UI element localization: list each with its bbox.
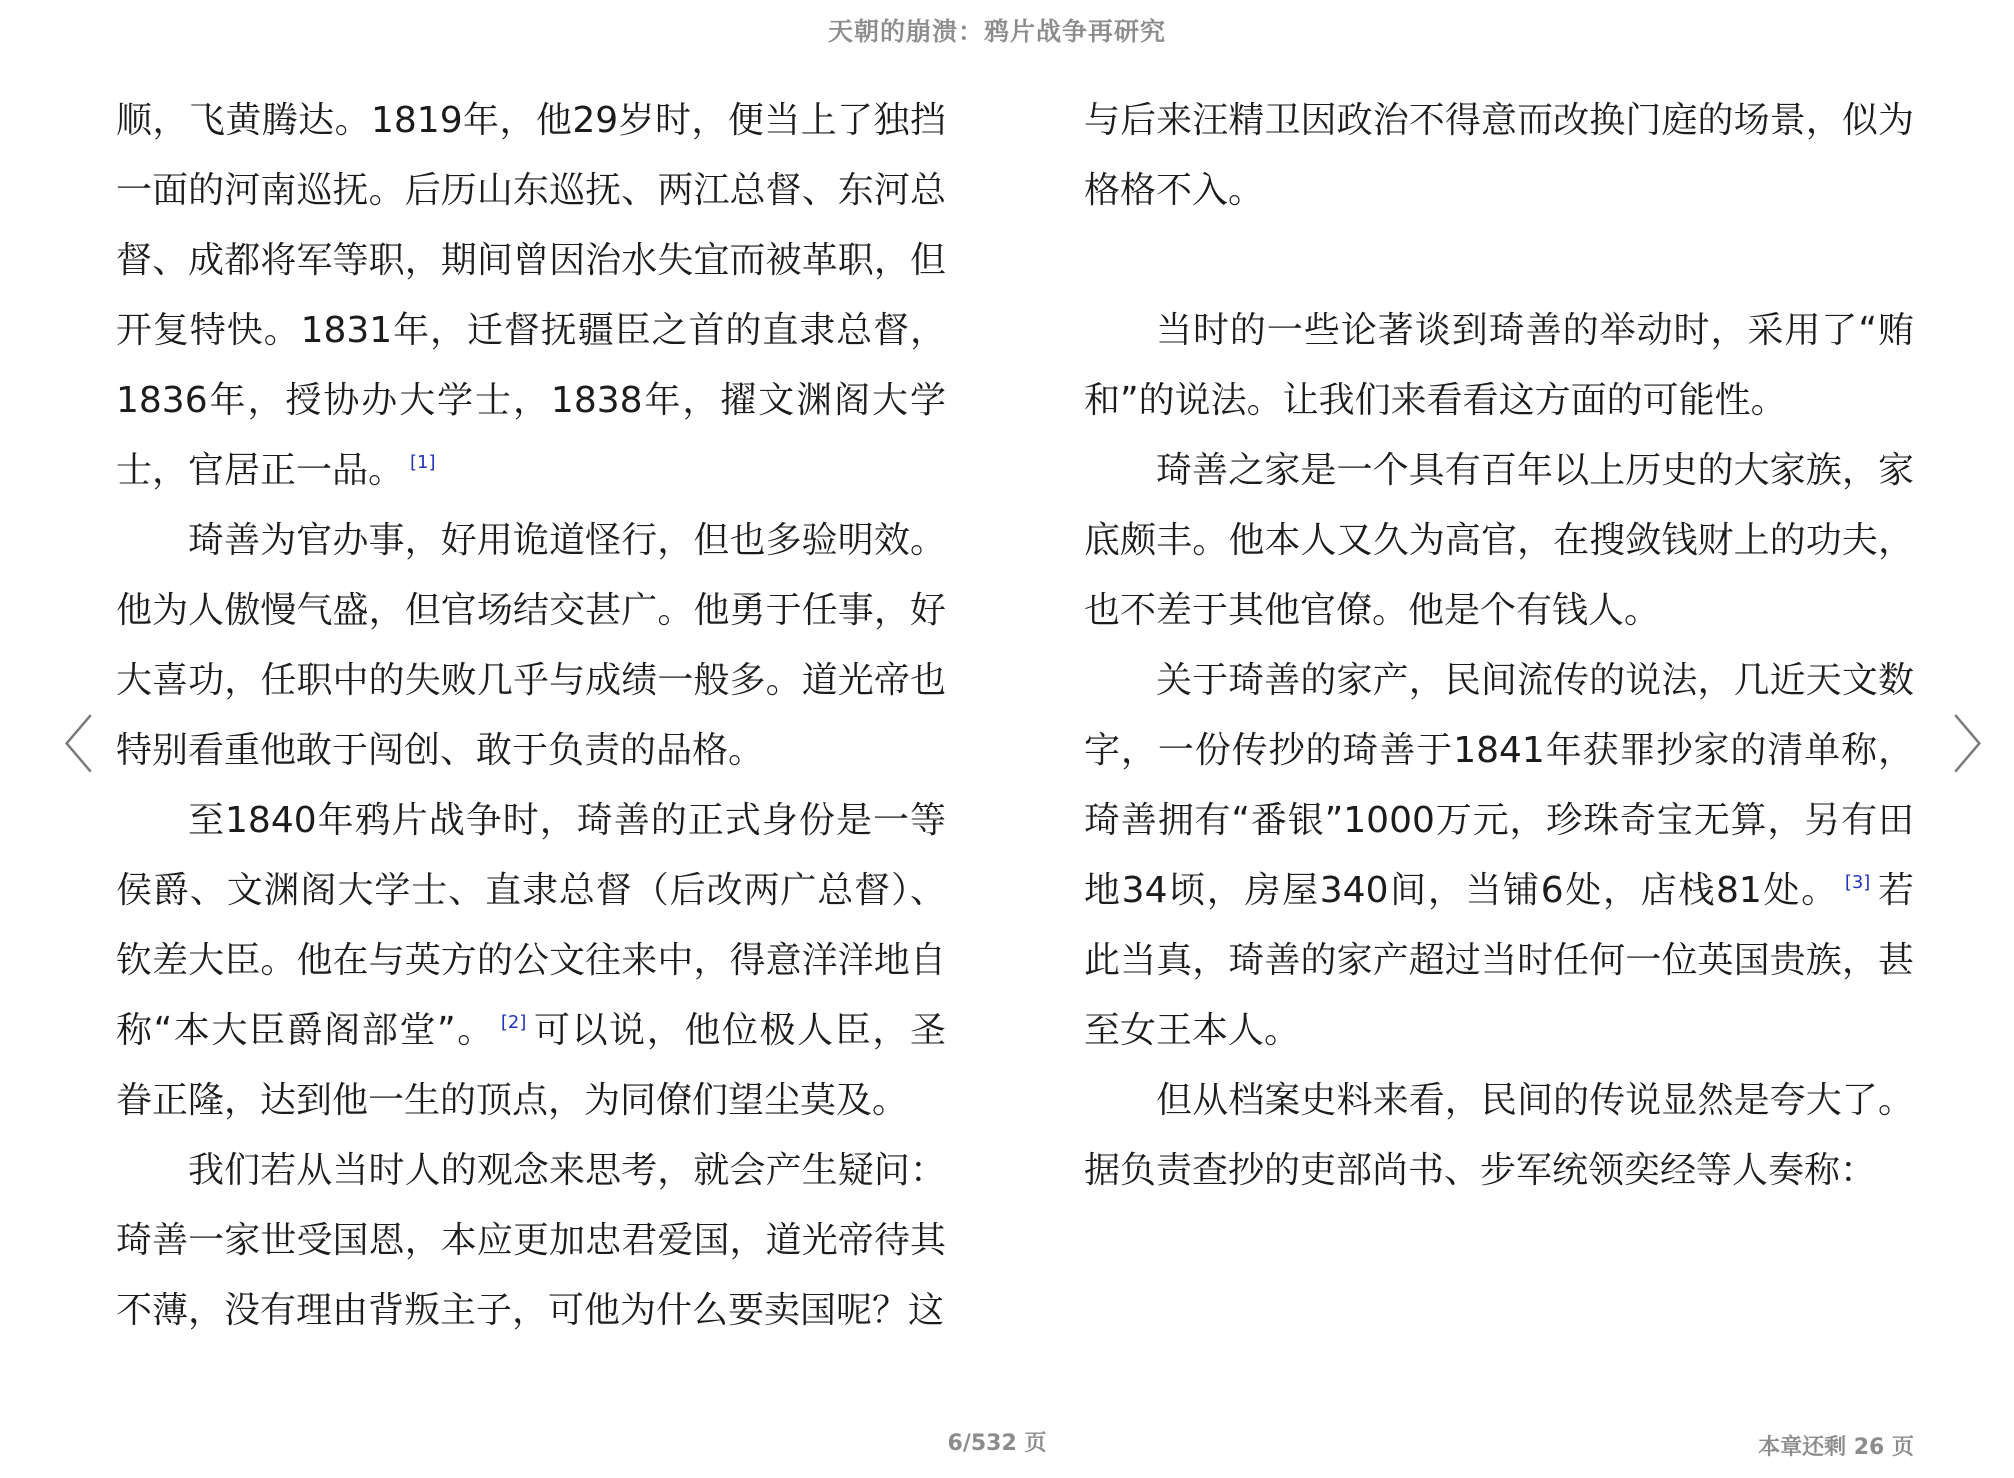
- footnote-link[interactable]: [1]: [410, 452, 436, 473]
- footnote-link[interactable]: [3]: [1844, 872, 1871, 893]
- paragraph-text: 若此当真，琦善的家产超过当时任何一位英国贵族，甚至女王本人。: [1084, 870, 1914, 1051]
- previous-page-icon[interactable]: 〈: [32, 709, 95, 782]
- paragraph: [116, 86, 946, 506]
- paragraph: 但从档案史料来看，民间的传说显然是夸大了。据负责查抄的吏部尚书、步军统领奕经等人奏称：: [1084, 1080, 1914, 1191]
- page-indicator: 6/532 页: [947, 1431, 1047, 1456]
- paragraph-text: 顺，飞黄腾达。1819年，他29岁时，便当上了独挡一面的河南巡抚。后历山东巡抚、两江总督、东河总督、成都将军等职，期间曾因治水失宜而被革职，但开复特快。1831年，迁督抚疆臣之首的直隶总督，1836年，授协办大学士，1838年，擢文渊阁大学士，官居正一品。: [116, 100, 946, 491]
- paragraph-text: 至1840年鸦片战争时，琦善的正式身份是一等侯爵、文渊阁大学士、直隶总督（后改两广总督）、钦差大臣。他在与英方的公文往来中，得意洋洋地自称“本大臣爵阁部堂”。: [116, 800, 946, 1051]
- paragraph: 与后来汪精卫因政治不得意而改换门庭的场景，似为格格不入。: [1084, 100, 1914, 211]
- paragraph: 琦善之家是一个具有百年以上历史的大家族，家底颇丰。他本人又久为高官，在搜敛钱财上的功夫，也不差于其他官僚。他是个有钱人。: [1084, 450, 1914, 631]
- footnote-link[interactable]: [2]: [500, 1012, 527, 1033]
- paragraph: [116, 786, 946, 1136]
- paragraph-text: 关于琦善的家产，民间流传的说法，几近天文数字，一份传抄的琦善于1841年获罪抄家的清单称，琦善拥有“番银”1000万元，珍珠奇宝无算，另有田地34顷，房屋340间，当铺6处，店栈81处。: [1084, 660, 1914, 911]
- right-page-column: [1084, 86, 1914, 1206]
- paragraph: 我们若从当时人的观念来思考，就会产生疑问：琦善一家世受国恩，本应更加忠君爱国，道光帝待其不薄，没有理由背叛主子，可他为什么要卖国呢？这: [116, 1150, 946, 1331]
- left-page-column: [116, 86, 946, 1346]
- paragraph: [1084, 646, 1914, 1066]
- book-title: 天朝的崩溃：鸦片战争再研究: [827, 17, 1166, 46]
- chapter-remaining-pages: 本章还剩 26 页: [1758, 1435, 1914, 1460]
- paragraph-text: 可以说，他位极人臣，圣眷正隆，达到他一生的顶点，为同僚们望尘莫及。: [116, 1010, 946, 1121]
- next-page-icon[interactable]: 〉: [1952, 709, 2014, 782]
- paragraph: 琦善为官办事，好用诡道怪行，但也多验明效。他为人傲慢气盛，但官场结交甚广。他勇于任事，好大喜功，任职中的失败几乎与成绩一般多。道光帝也特别看重他敢于闯创、敢于负责的品格。: [116, 520, 946, 771]
- paragraph: 当时的一些论著谈到琦善的举动时，采用了“贿和”的说法。让我们来看看这方面的可能性。: [1084, 310, 1914, 421]
